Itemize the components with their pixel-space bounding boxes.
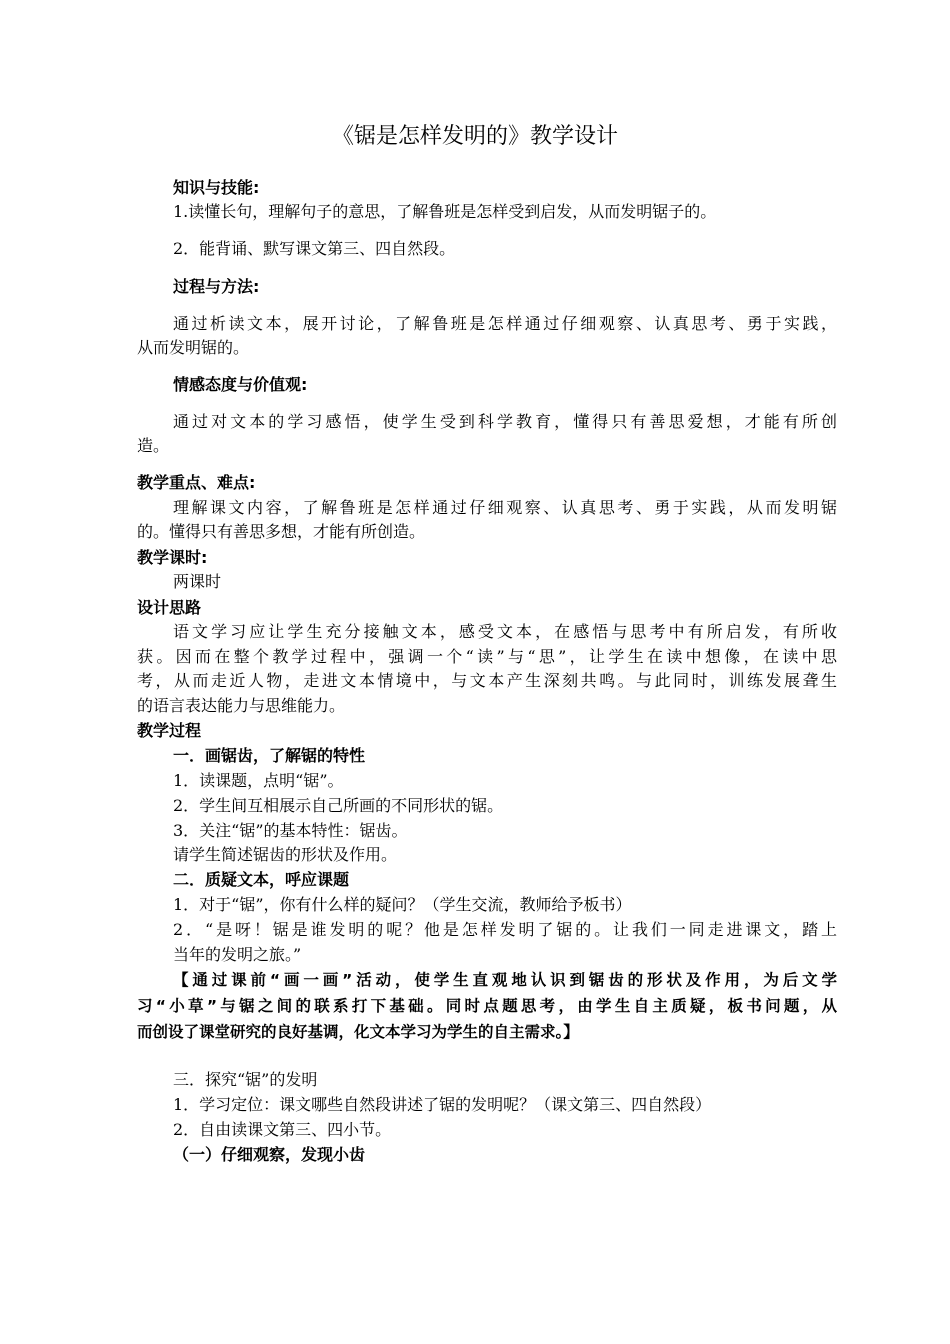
- section-1-item-1: 1．读课题，点明“锯”。: [173, 771, 344, 790]
- knowledge-item-2: 2．能背诵、默写课文第三、四自然段。: [173, 239, 456, 258]
- process-text-line-2: 从而发明锯的。: [137, 338, 250, 357]
- key-points-heading: 教学重点、难点:: [137, 473, 256, 492]
- knowledge-item-1: 1.读懂长句，理解句子的意思，了解鲁班是怎样受到启发，从而发明锯子的。: [173, 202, 717, 221]
- section-2-item-2-line-2: 当年的发明之旅。”: [173, 945, 302, 964]
- section-1-item-2: 2．学生间互相展示自己所画的不同形状的锯。: [173, 796, 504, 815]
- knowledge-heading: 知识与技能:: [173, 178, 260, 197]
- design-line-2: 获。因而在整个教学过程中，强调一个“读”与“思”，让学生在读中想像，在读中思: [137, 647, 837, 666]
- section-2-title: 二．质疑文本，呼应课题: [173, 870, 350, 889]
- key-points-line-2: 的。懂得只有善思多想，才能有所创造。: [137, 522, 426, 541]
- teaching-note-line-1: 【通过课前“画一画”活动，使学生直观地认识到锯齿的形状及作用，为后文学: [173, 971, 837, 989]
- section-3-title: 三．探究“锯”的发明: [173, 1070, 318, 1089]
- class-hours-value: 两课时: [173, 572, 222, 591]
- emotion-heading: 情感态度与价值观:: [173, 375, 308, 394]
- class-hours-heading: 教学课时:: [137, 548, 208, 567]
- section-2-item-2-line-1: 2．“是呀！锯是谁发明的呢？他是怎样发明了锯的。让我们一同走进课文，踏上: [173, 920, 837, 939]
- emotion-text-line-1: 通过对文本的学习感悟，使学生受到科学教育，懂得只有善思爱想，才能有所创: [173, 412, 837, 431]
- section-3-item-2: 2．自由读课文第三、四小节。: [173, 1120, 392, 1139]
- section-1-title: 一．画锯齿，了解锯的特性: [173, 746, 366, 765]
- section-2-item-1: 1．对于“锯”，你有什么样的疑问？（学生交流，教师给予板书）: [173, 895, 632, 914]
- emotion-text-line-2: 造。: [137, 436, 170, 455]
- teaching-note-line-3: 而创设了课堂研究的良好基调，化文本学习为学生的自主需求。】: [137, 1023, 579, 1041]
- section-1-item-4: 请学生简述锯齿的形状及作用。: [173, 845, 398, 864]
- teaching-note-line-2: 习“小草”与锯之间的联系打下基础。同时点题思考，由学生自主质疑，板书问题，从: [137, 997, 837, 1015]
- section-3-item-1: 1．学习定位：课文哪些自然段讲述了锯的发明呢？（课文第三、四自然段）: [173, 1095, 712, 1114]
- key-points-line-1: 理解课文内容，了解鲁班是怎样通过仔细观察、认真思考、勇于实践，从而发明锯: [173, 498, 837, 517]
- page-title: 《锯是怎样发明的》教学设计: [331, 124, 618, 149]
- design-heading: 设计思路: [137, 598, 202, 617]
- teaching-process-heading: 教学过程: [137, 721, 202, 740]
- design-line-3: 考，从而走近人物，走进文本情境中，与文本产生深刻共鸣。与此同时，训练发展聋生: [137, 671, 837, 690]
- section-3-subtitle: （一）仔细观察，发现小齿: [173, 1145, 366, 1164]
- design-line-4: 的语言表达能力与思维能力。: [137, 696, 346, 715]
- process-text-line-1: 通过析读文本，展开讨论，了解鲁班是怎样通过仔细观察、认真思考、勇于实践，: [173, 314, 837, 333]
- section-1-item-3: 3．关注“锯”的基本特性：锯齿。: [173, 821, 408, 840]
- process-heading: 过程与方法:: [173, 277, 260, 296]
- design-line-1: 语文学习应让学生充分接触文本，感受文本，在感悟与思考中有所启发，有所收: [173, 622, 837, 641]
